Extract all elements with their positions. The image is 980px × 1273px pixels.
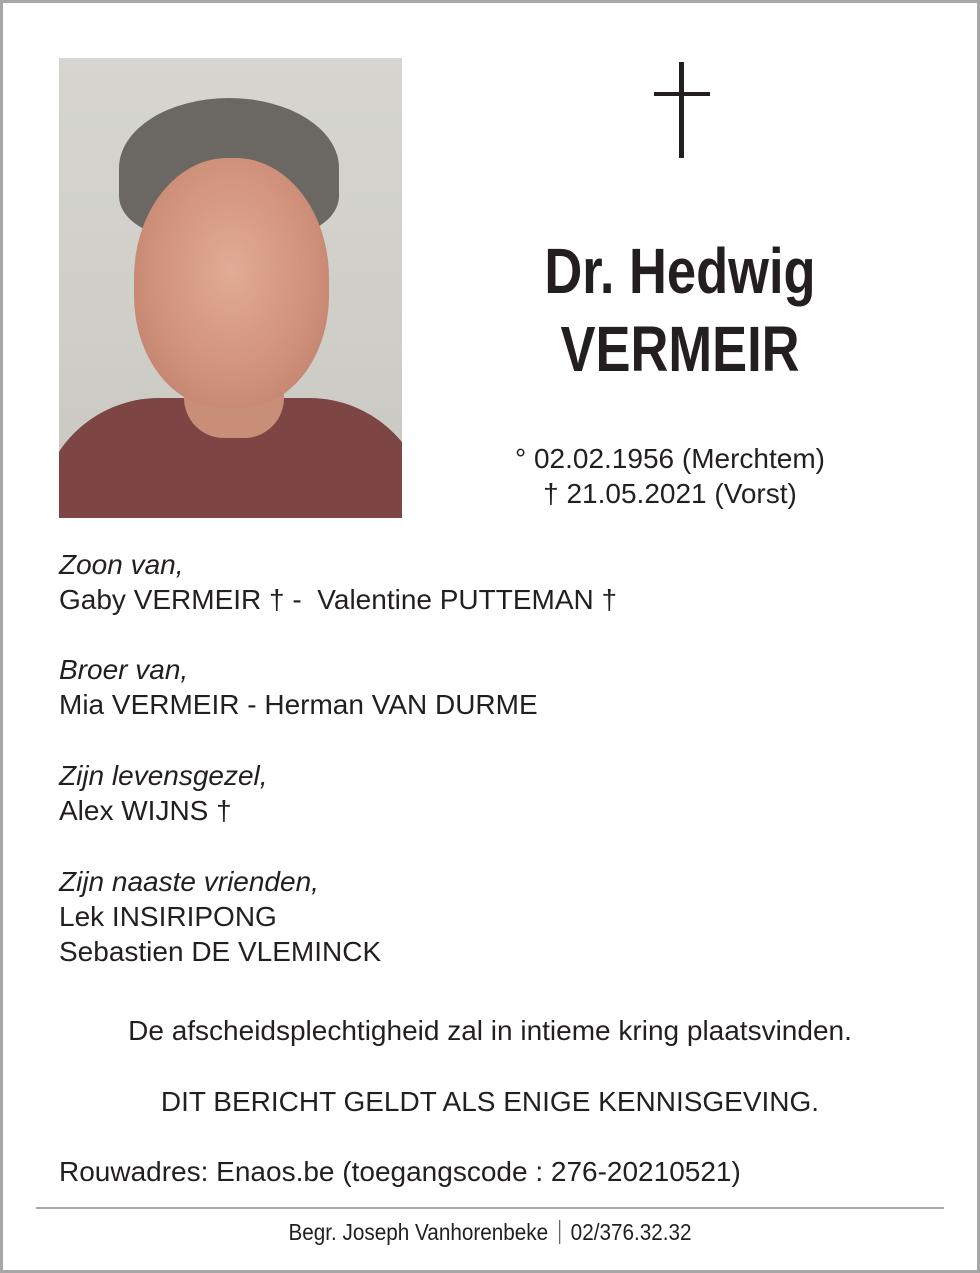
deceased-title-name: Dr. Hedwig (544, 235, 816, 307)
undertaker-name: Begr. Joseph Vanhorenbeke (288, 1219, 549, 1245)
footer (49, 1218, 931, 1246)
family-label: Zijn naaste vrienden, (59, 866, 319, 897)
undertaker-phone: 02/376.32.32 (570, 1219, 692, 1245)
family-names: Mia VERMEIR - Herman VAN DURME (59, 689, 538, 720)
family-names: Lek INSIRIPONG (59, 901, 277, 932)
notice-text: DIT BERICHT GELDT ALS ENIGE KENNISGEVING. (160, 1086, 820, 1117)
family-label: Zijn levensgezel, (59, 760, 268, 791)
portrait-photo (59, 58, 402, 518)
family-label: Zoon van, (59, 549, 184, 580)
deceased-surname: VERMEIR (560, 313, 800, 385)
family-names: Alex WIJNS † (59, 795, 232, 826)
ceremony-text: De afscheidsplechtigheid zal in intieme kring plaatsvinden. (128, 1015, 852, 1046)
life-dates (470, 441, 870, 511)
family-names: Sebastien DE VLEMINCK (59, 936, 382, 967)
condolence-address: Rouwadres: Enaos.be (toegangscode : 276-20210521) (59, 1156, 741, 1187)
death-date: † 21.05.2021 (Vorst) (543, 478, 797, 509)
birth-date: ° 02.02.1956 (Merchtem) (514, 443, 825, 474)
cross-icon (654, 62, 710, 158)
family-label: Broer van, (59, 654, 189, 685)
separator (559, 1220, 560, 1244)
family-names: Gaby VERMEIR † - Valentine PUTTEMAN † (59, 584, 618, 615)
divider (36, 1207, 944, 1209)
